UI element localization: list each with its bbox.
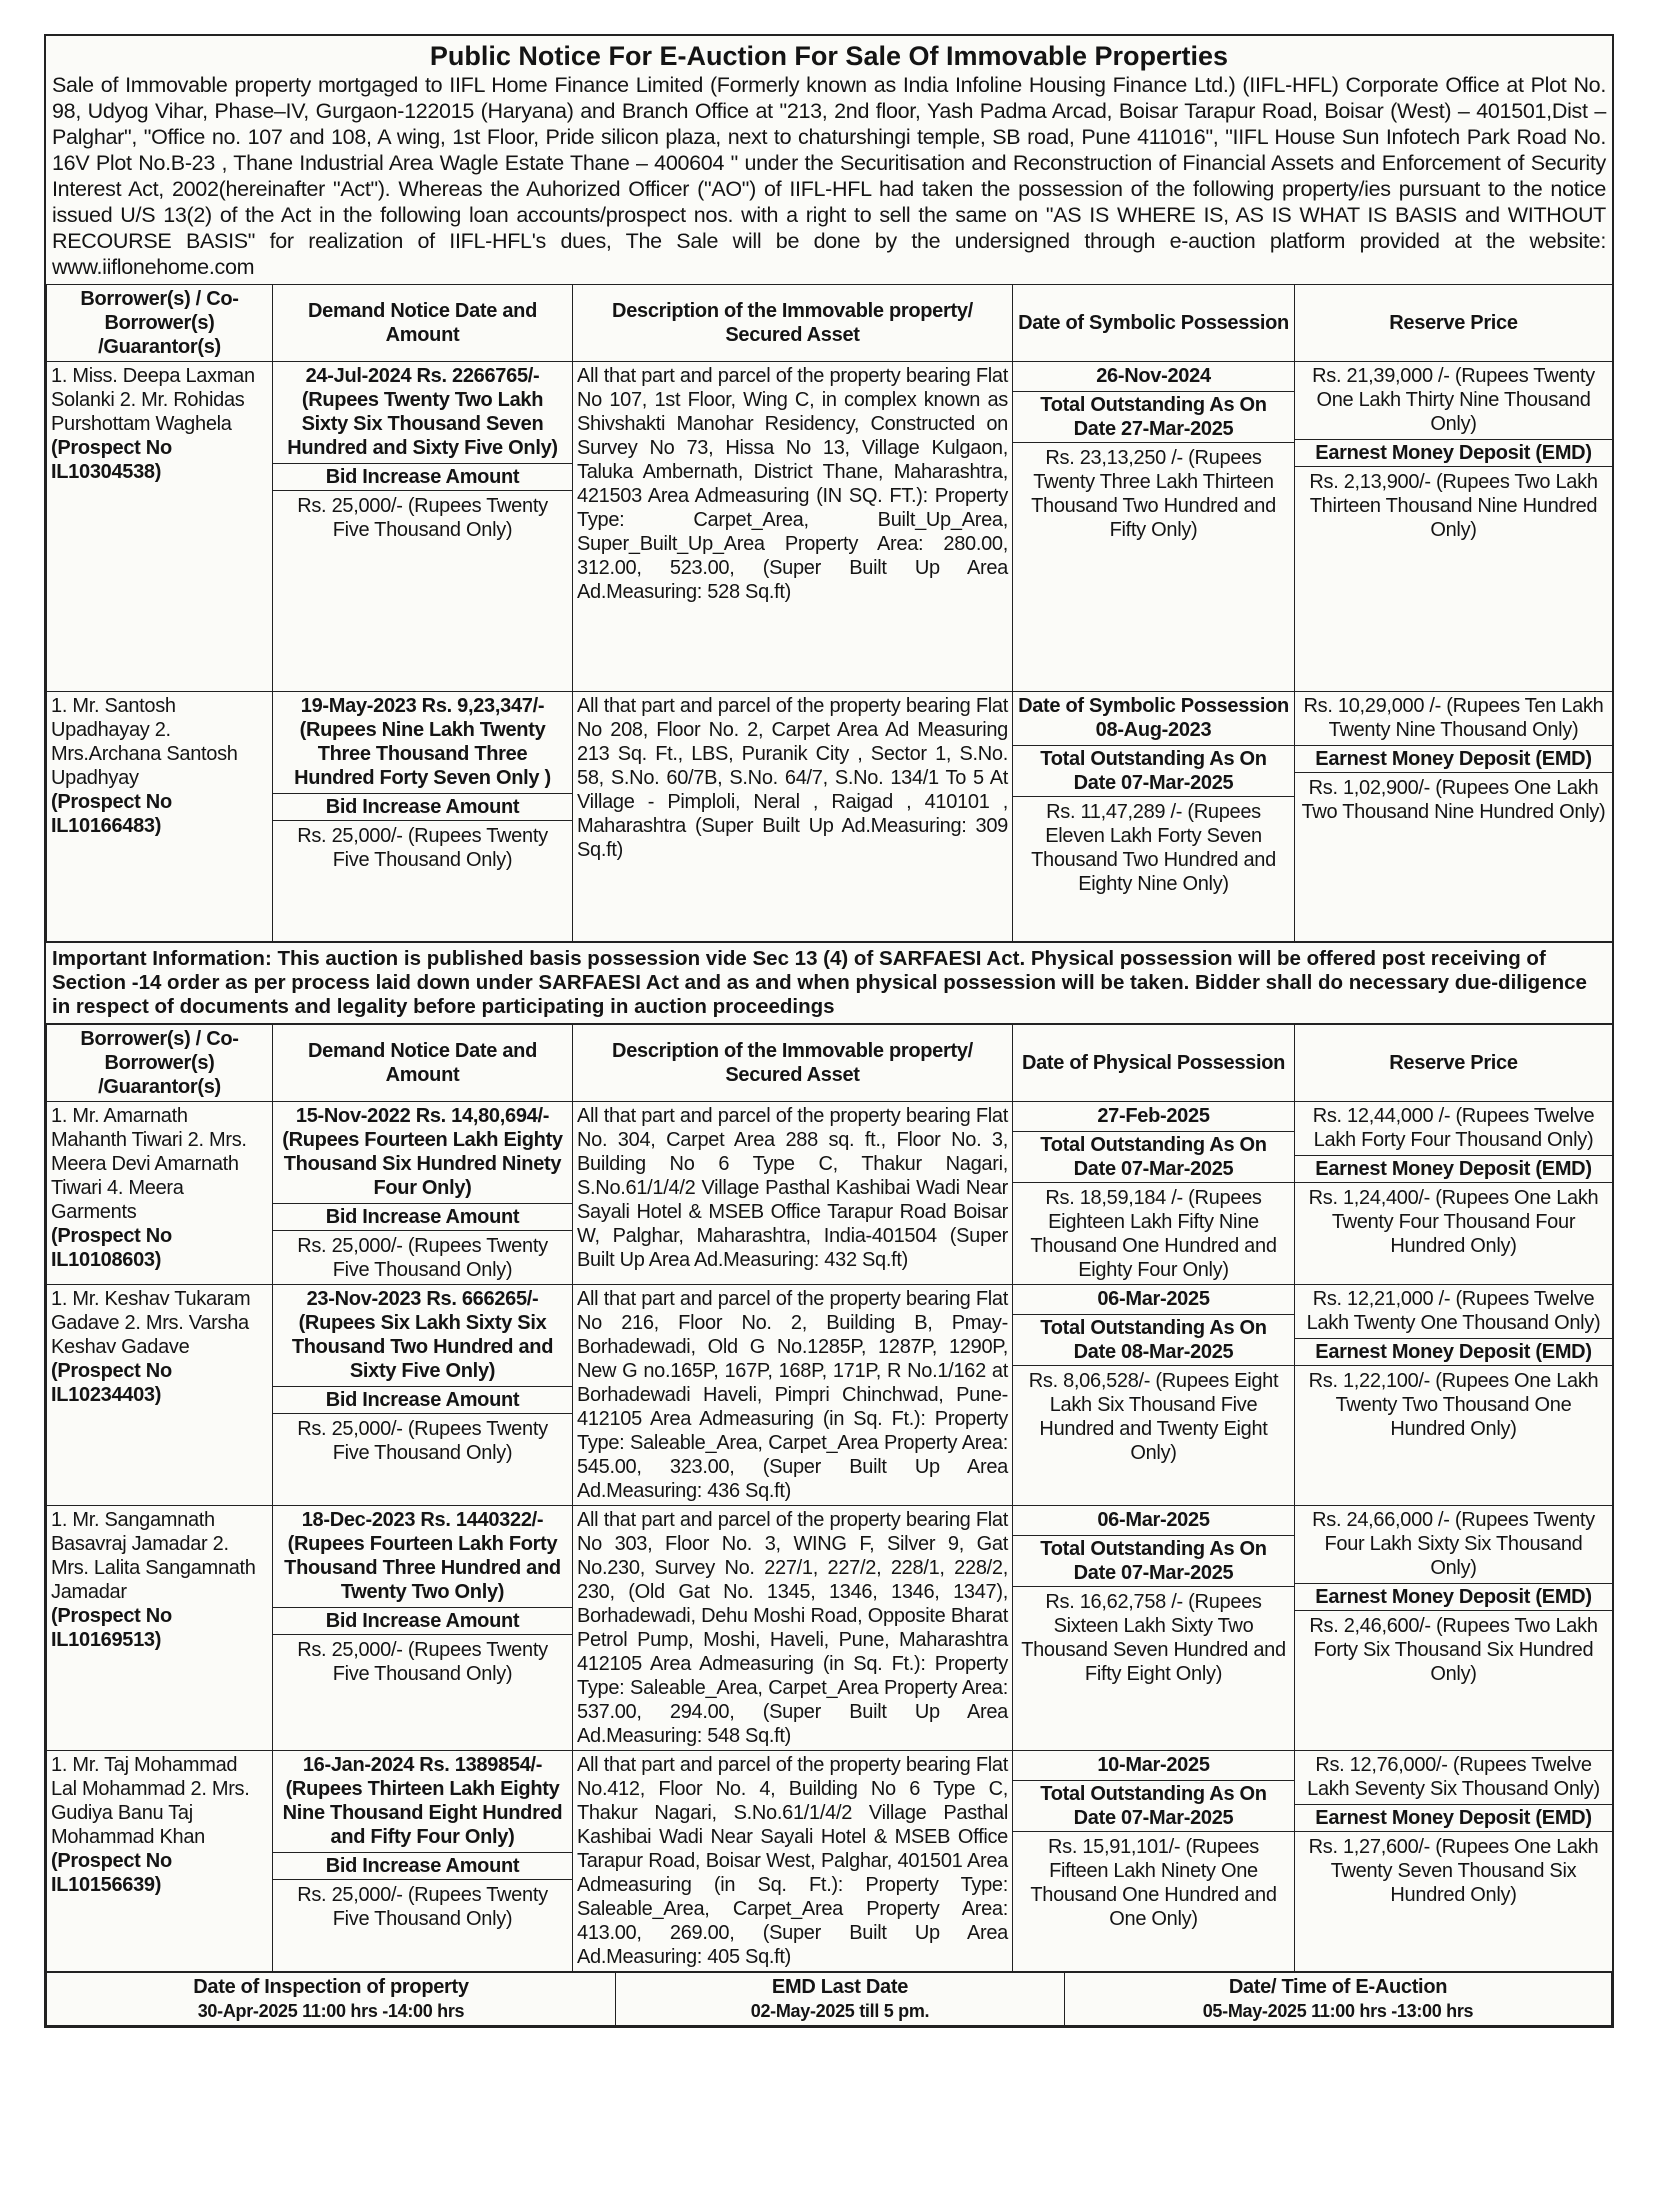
notice-intro: Sale of Immovable property mortgaged to IIFL Home Finance Limited (Formerly known as India Infoline Housing Finance Ltd.) (IIFL-HFL) Corporate Office at Plot No. 98, Udyog Vihar, Phase–IV, Gurgaon-122015 (Haryana) and Branch Office at "213, 2nd floor, Yash Padma Arcad, Boisar Tarapur Road, Boisar (West) – 401501,Dist – Palghar", "Office no. 107 and 108, A wing, 1st Floor, Pride silicon plaza, next to chaturshingi temple, SB road, Pune 411016", "IIFL House Sun Infotech Park Road No. 16V Plot No.B-23 , Thane Industrial Area Wagle Estate Thane – 400604 " under the Securitisation and Reconstruction of Financial Assets and Enforcement of Security Interest Act, 2002(hereinafter "Act"). Whereas the Auhorized Officer ("AO") of IIFL-HFL had taken the possession of the following property/ies pursuant to the notice issued U/S 13(2) of the Act in the following loan accounts/prospect nos. with a right to sell the same on "AS IS WHERE IS, AS IS WHAT IS BASIS and WITHOUT RECOURSE BASIS" for realization of IIFL-HFL's dues, The Sale will be done by the undersigned through e-auction platform provided at the website: www.iiflonehome.com [52,73,1606,279]
bid-increase-amount: Rs. 25,000/- (Rupees Twenty Five Thousand Only) [297,495,548,541]
reserve-price: Rs. 21,39,000 /- (Rupees Twenty One Lakh Thirty Nine Thousand Only) [1312,365,1595,435]
emd-amount: Rs. 1,24,400/- (Rupees One Lakh Twenty Four Thousand Four Hundred Only) [1308,1187,1599,1257]
emd-amount: Rs. 1,27,600/- (Rupees One Lakh Twenty Seven Thousand Six Hundred Only) [1308,1836,1599,1906]
table-row [47,1285,1613,1506]
possession-cell [1013,362,1295,692]
possession-date: 06-Mar-2025 [1097,1509,1210,1531]
prospect-number: (Prospect No IL10304538) [51,437,172,483]
auction-schedule [46,1972,1612,2026]
schedule-row [47,1973,1612,2026]
possession-date: 10-Mar-2025 [1097,1754,1210,1776]
header-borrower: Borrower(s) / Co-Borrower(s) /Guarantor(s) [47,1025,273,1102]
demand-cell [273,1506,573,1751]
reserve-price: Rs. 12,44,000 /- (Rupees Twelve Lakh Forty Four Thousand Only) [1312,1105,1595,1151]
reserve-price: Rs. 10,29,000 /- (Rupees Ten Lakh Twenty Nine Thousand Only) [1303,695,1604,741]
possession-label: Date of Symbolic Possession [1018,695,1289,717]
reserve-cell [1295,1285,1613,1506]
header-possession: Date of Physical Possession [1013,1025,1295,1102]
table-row [47,1506,1613,1751]
notice-title: Public Notice For E-Auction For Sale Of Immovable Properties [429,41,1229,71]
emd-last-date-value: 02-May-2025 till 5 pm. [750,2001,930,2021]
possession-date: 06-Mar-2025 [1097,1288,1210,1310]
outstanding-amount: Rs. 8,06,528/- (Rupees Eight Lakh Six Thousand Five Hundred and Twenty Eight Only) [1028,1370,1279,1464]
table-row [47,362,1613,692]
header-reserve: Reserve Price [1295,1025,1613,1102]
bid-increase-label: Bid Increase Amount [273,1386,572,1414]
bid-increase-amount: Rs. 25,000/- (Rupees Twenty Five Thousand Only) [297,1235,548,1281]
demand-notice: 19-May-2023 Rs. 9,23,347/- (Rupees Nine Lakh Twenty Three Thousand Three Hundred Forty Seven Only ) [294,695,551,789]
outstanding-amount: Rs. 11,47,289 /- (Rupees Eleven Lakh Forty Seven Thousand Two Hundred and Eighty Nine Only) [1031,801,1276,895]
bid-increase-label: Bid Increase Amount [273,1852,572,1880]
emd-amount: Rs. 2,13,900/- (Rupees Two Lakh Thirteen Thousand Nine Hundred Only) [1309,471,1598,541]
borrower-cell [47,692,273,942]
borrower-names: 1. Mr. Taj Mohammad Lal Mohammad 2. Mrs. Gudiya Banu Taj Mohammad Khan [51,1754,250,1848]
bid-increase-label: Bid Increase Amount [273,463,572,491]
demand-cell [273,1285,573,1506]
outstanding-amount: Rs. 15,91,101/- (Rupees Fifteen Lakh Ninety One Thousand One Hundred and One Only) [1030,1836,1277,1930]
emd-last-date-cell [616,1973,1065,2026]
header-borrower: Borrower(s) / Co-Borrower(s) /Guarantor(s) [47,285,273,362]
borrower-names: 1. Miss. Deepa Laxman Solanki 2. Mr. Rohidas Purshottam Waghela [51,365,255,435]
property-description: All that part and parcel of the property bearing Flat No 216, Floor No. 2, Building B, Pmay-Borhadewadi, Old G No.1285P, 1287P, 1290P, New G no.165P, 167P, 168P, 171P, R No.1/162 at Borhadewadi Haveli, Pimpri Chinchwad, Pune-412105 Area Admeasuring (in Sq. Ft.): Property Type: Saleable_Area, Carpet_Area Property Area: 545.00, 323.00, (Super Built Up Area Ad.Measuring: 436 Sq.ft) [573,1285,1013,1506]
table-row [47,1102,1613,1285]
bid-increase-amount: Rs. 25,000/- (Rupees Twenty Five Thousand Only) [297,1639,548,1685]
demand-cell [273,1751,573,1972]
possession-cell [1013,1285,1295,1506]
reserve-price: Rs. 12,21,000 /- (Rupees Twelve Lakh Twenty One Thousand Only) [1306,1288,1601,1334]
auction-time-cell [1065,1973,1612,2026]
table-row [47,1751,1613,1972]
emd-label: Earnest Money Deposit (EMD) [1295,439,1612,467]
demand-notice: 24-Jul-2024 Rs. 2266765/- (Rupees Twenty Two Lakh Sixty Six Thousand Seven Hundred and Sixty Five Only) [287,365,558,459]
borrower-names: 1. Mr. Keshav Tukaram Gadave 2. Mrs. Varsha Keshav Gadave [51,1288,251,1358]
header-demand: Demand Notice Date and Amount [273,1025,573,1102]
reserve-price: Rs. 12,76,000/- (Rupees Twelve Lakh Seventy Six Thousand Only) [1307,1754,1600,1800]
property-description: All that part and parcel of the property bearing Flat No 303, Floor No. 3, WING F, Silver 9, Gat No.230, Survey No. 227/1, 227/2, 228/1, 228/2, 230, (Old Gat No. 1345, 1346, 1346, 1347), Borhadewadi, Dehu Moshi Road, Opposite Bharat Petrol Pump, Moshi, Haveli, Pune, Maharashtra 412105 Area Admeasuring (in Sq. Ft.): Property Type: Saleable_Area, Carpet_Area Property Area: 537.00, 294.00, (Super Built Up Area Ad.Measuring: 548 Sq.ft) [573,1506,1013,1751]
outstanding-amount: Rs. 16,62,758 /- (Rupees Sixteen Lakh Sixty Two Thousand Seven Hundred and Fifty Eight Only) [1021,1591,1286,1685]
table-row [47,692,1613,942]
possession-cell [1013,692,1295,942]
demand-notice: 18-Dec-2023 Rs. 1440322/- (Rupees Fourteen Lakh Forty Thousand Three Hundred and Twenty Two Only) [284,1509,561,1603]
possession-cell [1013,1506,1295,1751]
possession-date: 08-Aug-2023 [1095,719,1212,741]
property-description: All that part and parcel of the property bearing Flat No 208, Floor No. 2, Carpet Area Ad Measuring 213 Sq. Ft., LBS, Puranik City , Sector 1, S.No. 58, S.No. 60/7B, S.No. 64/7, S.No. 134/1 To 5 At Village - Pimploli, Neral , Raigad , 410101 , Maharashtra (Super Built Up Ad.Measuring: 309 Sq.ft) [573,692,1013,942]
header-property: Description of the Immovable property/ Secured Asset [573,285,1013,362]
demand-cell [273,362,573,692]
outstanding-label: Total Outstanding As On Date 07-Mar-2025 [1013,1535,1294,1587]
emd-last-date-label: EMD Last Date [771,1976,909,1998]
bid-increase-amount: Rs. 25,000/- (Rupees Twenty Five Thousand Only) [297,1884,548,1930]
symbolic-possession-table [46,284,1613,942]
outstanding-label: Total Outstanding As On Date 07-Mar-2025 [1013,1780,1294,1832]
outstanding-amount: Rs. 18,59,184 /- (Rupees Eighteen Lakh Fifty Nine Thousand One Hundred and Eighty Four Only) [1030,1187,1277,1281]
borrower-cell [47,1102,273,1285]
borrower-names: 1. Mr. Sangamnath Basavraj Jamadar 2. Mrs. Lalita Sangamnath Jamadar [51,1509,256,1603]
demand-notice: 16-Jan-2024 Rs. 1389854/- (Rupees Thirteen Lakh Eighty Nine Thousand Eight Hundred and Fifty Four Only) [282,1754,563,1848]
outstanding-label: Total Outstanding As On Date 07-Mar-2025 [1013,745,1294,797]
inspection-value: 30-Apr-2025 11:00 hrs -14:00 hrs [197,2001,465,2021]
possession-cell [1013,1751,1295,1972]
header-reserve: Reserve Price [1295,285,1613,362]
emd-amount: Rs. 1,02,900/- (Rupees One Lakh Two Thousand Nine Hundred Only) [1301,777,1606,823]
outstanding-label: Total Outstanding As On Date 08-Mar-2025 [1013,1314,1294,1366]
prospect-number: (Prospect No IL10108603) [51,1225,172,1271]
bid-increase-label: Bid Increase Amount [273,793,572,821]
prospect-number: (Prospect No IL10169513) [51,1605,172,1651]
property-description: All that part and parcel of the property bearing Flat No 107, 1st Floor, Wing C, in complex known as Shivshakti Manohar Residency, Constructed on Survey No 73, Hissa No 13, Village Kulgaon, Taluka Ambernath, District Thane, Maharashtra, 421503 Area Admeasuring (IN SQ. FT.): Property Type: Carpet_Area, Built_Up_Area, Super_Built_Up_Area Property Area: 280.00, 312.00, 523.00, (Super Built Up Area Ad.Measuring: 528 Sq.ft) [573,362,1013,692]
borrower-cell [47,362,273,692]
demand-cell [273,692,573,942]
emd-label: Earnest Money Deposit (EMD) [1295,745,1612,773]
emd-label: Earnest Money Deposit (EMD) [1295,1155,1612,1183]
demand-cell [273,1102,573,1285]
borrower-cell [47,1285,273,1506]
emd-label: Earnest Money Deposit (EMD) [1295,1583,1612,1611]
reserve-cell [1295,362,1613,692]
header-demand: Demand Notice Date and Amount [273,285,573,362]
auction-time-label: Date/ Time of E-Auction [1228,1976,1448,1998]
auction-notice [44,34,1614,2028]
reserve-cell [1295,1506,1613,1751]
auction-time-value: 05-May-2025 11:00 hrs -13:00 hrs [1202,2001,1474,2021]
bid-increase-label: Bid Increase Amount [273,1607,572,1635]
borrower-cell [47,1751,273,1972]
emd-label: Earnest Money Deposit (EMD) [1295,1804,1612,1832]
prospect-number: (Prospect No IL10234403) [51,1360,172,1406]
property-description: All that part and parcel of the property bearing Flat No.412, Floor No. 4, Building No 6 Type C, Thakur Nagari, S.No.61/1/4/2 Village Pasthal Kashibai Wadi Near Sayali Hotel & MSEB Office Tarapur Road, Boisar West, Palghar, 401501 Area Admeasuring (in Sq. Ft.): Property Type: Saleable_Area, Carpet_Area Property Area: 413.00, 269.00, (Super Built Up Area Ad.Measuring: 405 Sq.ft) [573,1751,1013,1972]
reserve-cell [1295,1102,1613,1285]
reserve-price: Rs. 24,66,000 /- (Rupees Twenty Four Lakh Sixty Six Thousand Only) [1312,1509,1595,1579]
inspection-label: Date of Inspection of property [193,1976,469,1998]
borrower-names: 1. Mr. Amarnath Mahanth Tiwari 2. Mrs. Meera Devi Amarnath Tiwari 4. Meera Garments [51,1105,247,1223]
bid-increase-amount: Rs. 25,000/- (Rupees Twenty Five Thousand Only) [297,825,548,871]
emd-amount: Rs. 1,22,100/- (Rupees One Lakh Twenty Two Thousand One Hundred Only) [1308,1370,1599,1440]
reserve-cell [1295,1751,1613,1972]
physical-possession-table [46,1024,1613,1972]
header-possession: Date of Symbolic Possession [1013,285,1295,362]
emd-label: Earnest Money Deposit (EMD) [1295,1338,1612,1366]
reserve-cell [1295,692,1613,942]
demand-notice: 15-Nov-2022 Rs. 14,80,694/- (Rupees Fourteen Lakh Eighty Thousand Six Hundred Ninety Four Only) [282,1105,563,1199]
bid-increase-label: Bid Increase Amount [273,1203,572,1231]
prospect-number: (Prospect No IL10156639) [51,1850,172,1896]
outstanding-amount: Rs. 23,13,250 /- (Rupees Twenty Three Lakh Thirteen Thousand Two Hundred and Fifty Only) [1031,447,1276,541]
inspection-cell [47,1973,616,2026]
prospect-number: (Prospect No IL10166483) [51,791,172,837]
possession-date: 26-Nov-2024 [1096,365,1211,387]
header-property: Description of the Immovable property/ Secured Asset [573,1025,1013,1102]
possession-cell [1013,1102,1295,1285]
borrower-cell [47,1506,273,1751]
outstanding-label: Total Outstanding As On Date 27-Mar-2025 [1013,391,1294,443]
table-header-row [47,1025,1613,1102]
bid-increase-amount: Rs. 25,000/- (Rupees Twenty Five Thousand Only) [297,1418,548,1464]
emd-amount: Rs. 2,46,600/- (Rupees Two Lakh Forty Six Thousand Six Hundred Only) [1309,1615,1598,1685]
important-information: Important Information: This auction is published basis possession vide Sec 13 (4) of SARFAESI Act. Physical possession will be offered post receiving of Section -14 order as per process laid down under SARFAESI Act and as and when physical possession will be taken. Bidder shall do necessary due-diligence in respect of documents and legality before participating in auction proceedings [46,942,1612,1024]
borrower-names: 1. Mr. Santosh Upadhayay 2. Mrs.Archana Santosh Upadhyay [51,695,238,789]
possession-date: 27-Feb-2025 [1097,1105,1210,1127]
table-header-row [47,285,1613,362]
demand-notice: 23-Nov-2023 Rs. 666265/- (Rupees Six Lakh Sixty Six Thousand Two Hundred and Sixty Five Only) [291,1288,554,1382]
property-description: All that part and parcel of the property bearing Flat No. 304, Carpet Area 288 sq. ft., Floor No. 3, Building No 6 Type C, Thakur Nagari, S.No.61/1/4/2 Village Pasthal Kashibai Wadi Near Sayali Hotel & MSEB Office Tarapur Road Boisar W, Palghar, Maharashtra, India-401504 (Super Built Up Area Ad.Measuring: 432 Sq.ft) [573,1102,1013,1285]
outstanding-label: Total Outstanding As On Date 07-Mar-2025 [1013,1131,1294,1183]
